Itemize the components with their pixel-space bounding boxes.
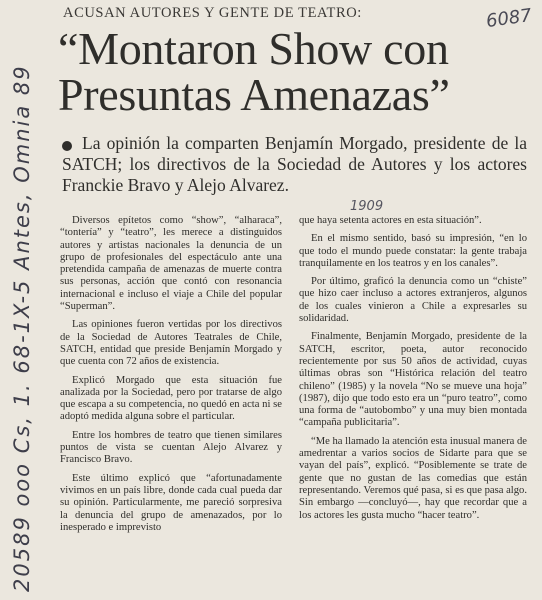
article-kicker: ACUSAN AUTORES Y GENTE DE TEATRO: — [63, 5, 362, 21]
paragraph: Las opiniones fueron vertidas por los directivos de la Sociedad de Autores Teatrales de Chile, SATCH, entidad que preside Benjamín Morgado y que cuenta con 72 años de existencia. — [60, 319, 282, 368]
article-lead — [62, 133, 527, 196]
paragraph: Entre los hombres de teatro que tienen similares puntos de vista se cuentan Alejo Alvarez y Francisco Bravo. — [60, 429, 282, 466]
left-column — [60, 215, 282, 540]
headline-line-2: Presuntas Amenazas” — [58, 69, 450, 120]
paragraph: Por último, graficó la denuncia como un “chiste” que hizo caer incluso a actores extranjeros, algunos de los cuales vinieron a Chile a expresarles su solidaridad. — [299, 276, 527, 325]
handwritten-side-note — [0, 12, 36, 592]
paragraph: “Me ha llamado la atención esta inusual manera de amedrentar a varios socios de Sidarte para que se vayan del país”, explicó. “Posiblemente se trate de gente que no gustan de las comedias que están representando. Veremos qué pasa, si es que pasa algo. Sin embargo —concluyó—, hay que recordar que a los actores les gusta mucho “hacer teatro”. — [299, 435, 527, 521]
handwritten-year: 1909 — [350, 199, 384, 214]
paragraph: que haya setenta actores en esta situación”. — [299, 215, 482, 226]
article-headline — [58, 23, 540, 120]
paragraph: Explicó Morgado que esta situación fue analizada por la Sociedad, pero por tratarse de algo que escapa a su competencia, no quedó en acta ni se adoptó medida alguna sobre el particular. — [60, 374, 282, 423]
lead-text: La opinión la comparten Benjamín Morgado, presidente de la SATCH; los directivos de la Sociedad de Autores y los actores Franckie Bravo y Alejo Alvarez. — [62, 133, 527, 195]
paragraph: Este último explicó que “afortunadamente vivimos en un país libre, donde cada cual pueda dar su opinión. Particularmente, me pareció sorpresiva la denuncia del grupo de amenazados, por lo inesperado e imprevisto — [60, 472, 282, 533]
right-column — [299, 215, 527, 528]
paragraph: Finalmente, Benjamín Morgado, presidente de la SATCH, escritor, poeta, autor reconocido recientemente por sus 50 años de actividad, cuyas últimas obras son “Histórica relación del teatro chileno” (1985) y la novela “No se mueve una hoja” (1987), dijo que todo esto era un “puro teatro”, como una forma de “autobombo” y una muy bien montada “campaña publicitaria”. — [299, 331, 527, 429]
paragraph: En el mismo sentido, basó su impresión, “en lo que todo el mundo puede constatar: la gente trabaja tranquilamente en los teatros y en los canales”. — [299, 233, 527, 269]
handwritten-number: 6087 — [484, 4, 534, 33]
side-note-text: 20589 ooo Cs, 1. 68-1X-5 Antes, Omnia 89 — [10, 64, 34, 592]
headline-line-1: “Montaron Show con — [58, 23, 449, 74]
paragraph: Diversos epítetos como “show”, “alharaca”, “tontería” y “teatro”, les merece a distinguidos autores y artistas nacionales la denuncia de un grupo de profesionales del espectáculo ante una pretendida campaña de amenazas de muerte contra sus personas, acción que contó con resonancia internacional e incluso el viaje a Chile del popular “Superman”. — [60, 215, 282, 313]
